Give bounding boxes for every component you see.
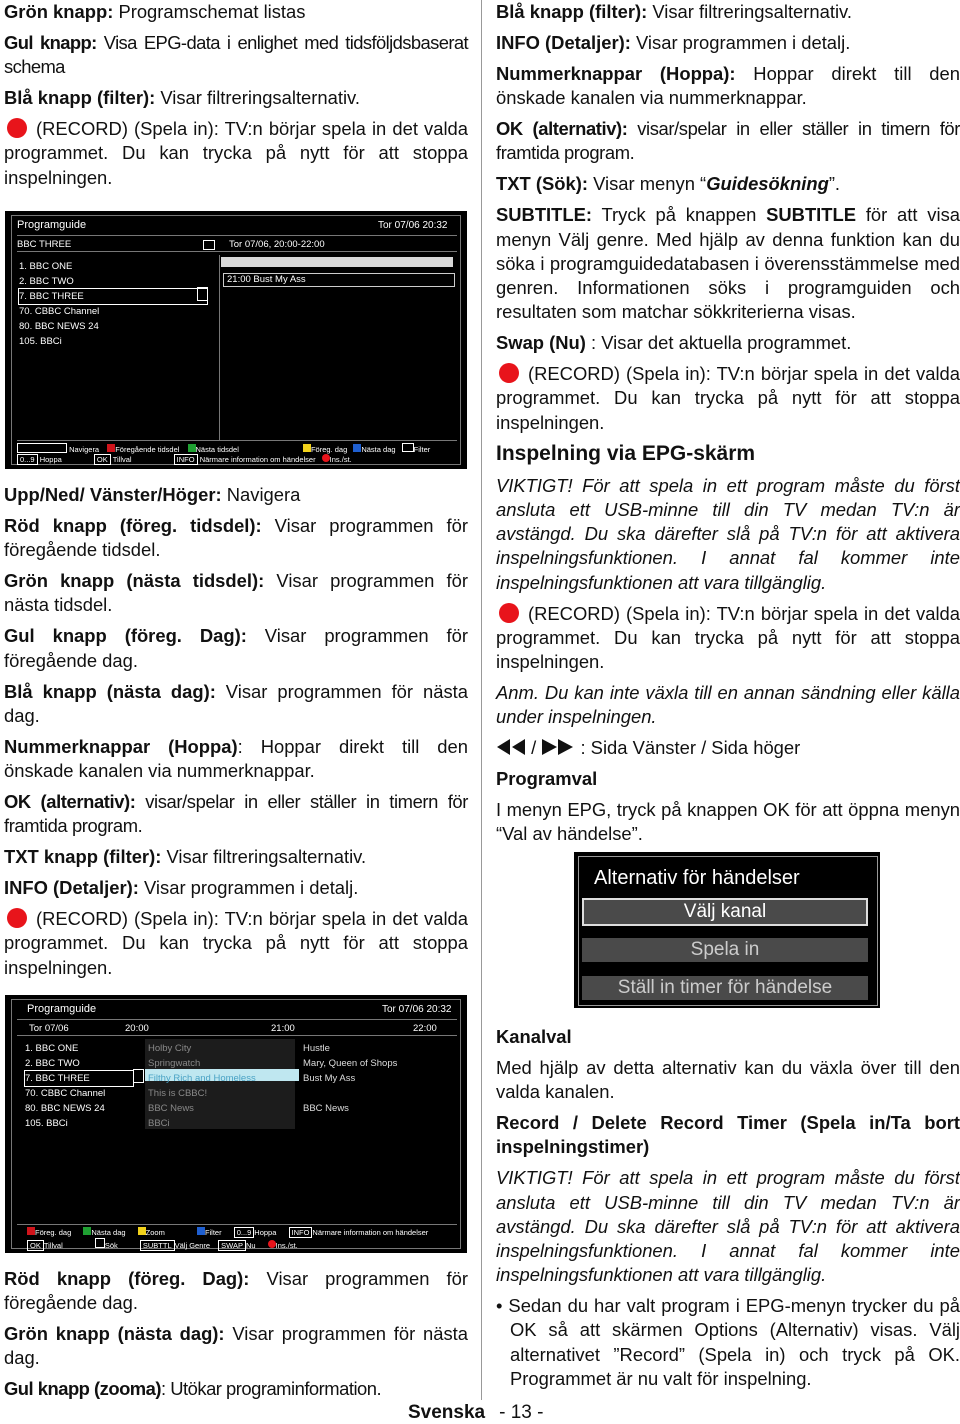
text-blue-next-day: Blå knapp (nästa dag): Visar programmen för nästa dag. [4,680,469,726]
fast-forward-icon [541,738,575,756]
channel-list: 1. BBC ONE 2. BBC TWO 7. BBC THREE 70. CBBC Channel 80. BBC NEWS 24 105. BBCi [19,259,207,349]
text-info: INFO (Detaljer): Visar programmen i detalj. [496,32,851,53]
record-icon [496,602,522,624]
panel-title: Alternativ för händelser [594,867,800,889]
text-note: Anm. Du kan inte växla till en annan sändning eller källa under inspelningen. [496,682,960,728]
text-blue-button: Blå knapp (filter): Visar filtreringsalternativ. [4,87,360,109]
text-navigate: Upp/Ned/ Vänster/Höger: Navigera [4,484,301,505]
record-icon [4,117,30,139]
guide-date: Tor 07/06 [29,1023,69,1034]
date-range: Tor 07/06, 20:00-22:00 [229,239,325,250]
text-record-2: (RECORD) (Spela in): TV:n börjar spela in det valda programmet. Du kan trycka på nytt för att stoppa inspelningen. [4,908,468,978]
guide-clock: Tor 07/06 20:32 [378,220,448,231]
guide-title: Programguide [27,1003,97,1015]
time-21: 21:00 [271,1023,295,1034]
text-ok: OK (alternativ): visar/spelar in eller ställer in timern för framtida program. [4,791,468,837]
heading-record-timer: Record / Delete Record Timer (Spela in/Ta bort inspelningstimer) [496,1112,960,1158]
text-yellow-button: Gul knapp: Visa EPG-data i enlighet med tidsföljdsbaserat schema [4,32,468,78]
channel-header: BBC THREE [17,239,72,250]
heading-programme-selection: Programval [496,768,598,790]
event-options-panel [574,852,880,1008]
guide-legend: Föreg. dag Nästa dag Zoom Filter 0...9 Hoppa INFO Närmare information om händelser [27,1227,428,1238]
programme-entry: 21:00 Bust My Ass [227,274,306,285]
programme-guide-screenshot-2 [5,995,467,1253]
scroll-icon [197,287,208,301]
text-record: (RECORD) (Spela in): TV:n börjar spela in det valda programmet. Du kan trycka på nytt för att stoppa inspelningen. [496,363,960,433]
text-green-button: Grön knapp: Programschemat listas [4,1,306,22]
text-number-keys: Nummerknappar (Hoppa): Hoppar direkt till den önskade kanalen via nummerknappar. [4,735,468,782]
text-blue-filter: Blå knapp (filter): Visar filtreringsalternativ. [496,1,852,22]
text-txt-search: TXT (Sök): Visar menyn “Guidesökning”. [496,173,841,195]
guide-title: Programguide [17,219,87,231]
panel-item-record[interactable]: Spela in [582,938,868,962]
text-swap: Swap (Nu) : Visar det aktuella programmet. [496,332,852,354]
text-green-next-day: Grön knapp (nästa dag): Visar programmen för nästa dag. [4,1323,468,1369]
guide-legend-2: 0...9 Hoppa OK Tillval INFO Närmare information om händelser Ins./st. [17,454,352,465]
text-yellow-prev-day: Gul knapp (föreg. Dag): Visar programmen för föregående dag. [4,625,468,671]
text-record-2: (RECORD) (Spela in): TV:n börjar spela in det valda programmet. Du kan trycka på nytt för att stoppa inspelningen. [496,602,960,673]
programme-guide-screenshot-1 [5,211,467,469]
record-icon [4,907,30,929]
heading-channel-select: Kanalval [496,1026,572,1047]
text-txt: TXT knapp (filter): Visar filtreringsalternativ. [4,846,367,868]
text-subtitle: SUBTITLE: Tryck på knappen SUBTITLE för att visa menyn Välj genre. Med hjälp av denna funktion kan du söka i programguidedatabasen i överensstämmelse med genren. Informationen söks i programguiden och resultaten som matchar sökkriterierna visas. [496,204,960,323]
column-divider [481,0,482,1400]
guide-legend-2: OK Tillval Sök SUBTTL Välj Genre SWAP Nu Ins./st. [27,1238,298,1251]
text-record: (RECORD) (Spela in): TV:n börjar spela in det valda programmet. Du kan trycka på nytt för att stoppa inspelningen. [4,118,468,188]
guide-legend: Navigera Föregående tidsdel Nästa tidsdel Föreg. dag Nästa dag Filter [17,443,430,455]
text-page-left-right: / : Sida Vänster / Sida höger [496,736,960,760]
text-number-keys: Nummerknappar (Hoppa): Hoppar direkt till den önskade kanalen via nummerknappar. [496,63,960,109]
panel-item-select-channel[interactable]: Välj kanal [582,898,868,926]
programme-column-2: Hustle Mary, Queen of Shops Bust My Ass BBC News [303,1043,398,1114]
text-channel-select: Med hjälp av detta alternativ kan du växla över till den valda kanalen. [496,1057,960,1103]
panel-item-set-timer[interactable]: Ställ in timer för händelse [582,976,868,1000]
text-info: INFO (Detaljer): Visar programmen i detalj. [4,877,359,899]
text-red-prev-part: Röd knapp (föreg. tidsdel): Visar programmen för föregående tidsdel. [4,515,468,561]
time-22: 22:00 [413,1023,437,1034]
text-programme-selection: I menyn EPG, tryck på knappen OK för att öppna menyn “Val av händelse”. [496,799,960,845]
text-green-next-part: Grön knapp (nästa tidsdel): Visar programmen för nästa tidsdel. [4,570,468,616]
text-important: VIKTIGT! För att spela in ett program måste du först ansluta ett USB-minne till din TV medan TV:n är avstängd. Du ska därefter slå på TV:n för att aktivera inspelningsfunktionen. I annat fal kommer inte inspelningsfunktionen att vara tillgänglig. [496,474,960,593]
page-footer: Svenska - 13 - [408,1402,544,1423]
record-icon [496,362,522,384]
text-bullet-record: • Sedan du har valt program i EPG-menyn trycker du på OK så att skärmen Options (Alternativ) visas. Välj alternativet ”Record” (Spela in) och tryck på OK. Programmet är nu valt för inspelning. [496,1295,960,1389]
section-heading-epg-recording: Inspelning via EPG-skärm [496,441,756,465]
text-yellow-zoom: Gul knapp (zooma): Utökar programinformation. [4,1378,382,1400]
channel-list: 1. BBC ONE 2. BBC TWO 7. BBC THREE 70. CBBC Channel 80. BBC NEWS 24 105. BBCi [25,1041,133,1131]
scroll-icon [133,1069,144,1083]
text-important-2: VIKTIGT! För att spela in ett program måste du först ansluta ett USB-minne till din TV medan TV:n är avstängd. Du ska därefter slå på TV:n för att aktivera inspelningsfunktionen. I annat fal kommer inte inspelningsfunktionen att vara tillgänglig. [496,1167,960,1286]
rewind-icon [496,738,526,756]
list-icon [203,240,215,250]
guide-clock: Tor 07/06 20:32 [382,1004,452,1015]
time-20: 20:00 [125,1023,149,1034]
text-red-prev-day: Röd knapp (föreg. Dag): Visar programmen för föregående dag. [4,1268,468,1314]
text-ok: OK (alternativ): visar/spelar in eller ställer in timern för framtida program. [496,118,960,164]
programme-column-1: Holby City Springwatch Filthy Rich and Homeless This is CBBC! BBC News BBCi [148,1043,256,1129]
